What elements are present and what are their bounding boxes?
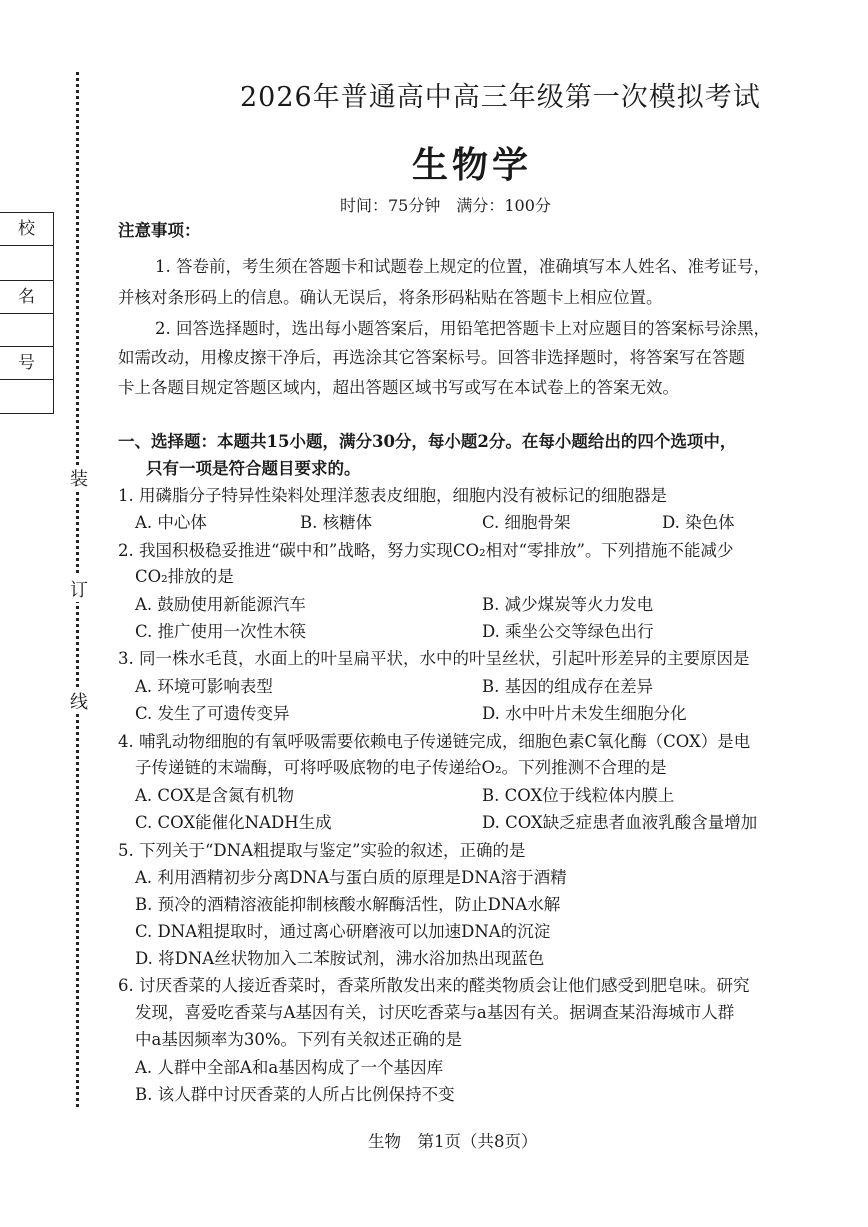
exam-time: 时间：75分钟 满分：100分 <box>340 196 551 215</box>
q2-option-c: C. 推广使用一次性木筷 <box>135 622 307 641</box>
blank-cell-3 <box>0 380 53 413</box>
q2-option-a: A. 鼓励使用新能源汽车 <box>135 595 306 614</box>
q6-stem-line3: 中a基因频率为30%。下列有关叙述正确的是 <box>135 1030 463 1049</box>
q2-stem-line2: CO₂排放的是 <box>135 567 234 586</box>
q6-stem-line2: 发现，喜爱吃香菜与A基因有关，讨厌吃香菜与a基因有关。据调查某沿海城市人群 <box>135 1003 735 1022</box>
notice-p2-line2: 如需改动，用橡皮擦干净后，再选涂其它答案标号。回答非选择题时，将答案写在答题 <box>118 348 745 367</box>
q3-option-d: D. 水中叶片未发生细胞分化 <box>482 704 687 723</box>
q1-option-a: A. 中心体 <box>135 513 207 532</box>
school-cell: 校 <box>0 213 53 246</box>
notice-p2-line1: 2. 回答选择题时，选出每小题答案后，用铅笔把答题卡上对应题目的答案标号涂黑， <box>155 319 770 338</box>
binding-char-ding: 订 <box>70 576 88 602</box>
q4-stem-line1: 4. 哺乳动物细胞的有氧呼吸需要依赖电子传递链完成，细胞色素C氧化酶（COX）是电 <box>118 732 751 751</box>
q1-option-b: B. 核糖体 <box>300 513 373 532</box>
binding-char-xian: 线 <box>70 688 88 714</box>
q1-option-c: C. 细胞骨架 <box>482 513 571 532</box>
q4-option-b: B. COX位于线粒体内膜上 <box>482 786 675 805</box>
q6-option-b: B. 该人群中讨厌香菜的人所占比例保持不变 <box>135 1085 455 1104</box>
q2-option-d: D. 乘坐公交等绿色出行 <box>482 622 654 641</box>
q4-option-d: D. COX缺乏症患者血液乳酸含量增加 <box>482 813 758 832</box>
q5-option-a: A. 利用酒精初步分离DNA与蛋白质的原理是DNA溶于酒精 <box>135 868 567 887</box>
q6-option-a: A. 人群中全部A和a基因构成了一个基因库 <box>135 1058 444 1077</box>
q3-option-b: B. 基因的组成存在差异 <box>482 677 654 696</box>
q2-stem-line1: 2. 我国积极稳妥推进“碳中和”战略，努力实现CO₂相对“零排放”。下列措施不能减少 <box>118 541 734 560</box>
q1-stem: 1. 用磷脂分子特异性染料处理洋葱表皮细胞，细胞内没有被标记的细胞器是 <box>118 486 667 505</box>
q5-stem: 5. 下列关于“DNA粗提取与鉴定”实验的叙述，正确的是 <box>118 841 526 860</box>
q3-option-c: C. 发生了可遗传变异 <box>135 704 290 723</box>
q2-option-b: B. 减少煤炭等火力发电 <box>482 595 654 614</box>
q1-option-d: D. 染色体 <box>662 513 735 532</box>
exam-title: 2026年普通高中高三年级第一次模拟考试 <box>240 82 761 113</box>
notice-p1-line1: 1. 答卷前，考生须在答题卡和试题卷上规定的位置，准确填写本人姓名、准考证号， <box>155 257 770 276</box>
q6-stem-line1: 6. 讨厌香菜的人接近香菜时，香菜所散发出来的醛类物质会让他们感受到肥皂味。研究 <box>118 976 750 995</box>
q4-option-c: C. COX能催化NADH生成 <box>135 813 332 832</box>
section1-heading-line2: 只有一项是符合题目要求的。 <box>146 459 361 478</box>
q4-option-a: A. COX是含氮有机物 <box>135 786 295 805</box>
blank-cell-2 <box>0 314 53 347</box>
binding-char-zhuang: 装 <box>70 465 88 491</box>
section1-heading-line1: 一、选择题：本题共15小题，满分30分，每小题2分。在每小题给出的四个选项中， <box>118 432 737 451</box>
notice-p2-line3: 卡上各题目规定答题区域内，超出答题区域书写或写在本试卷上的答案无效。 <box>118 378 679 397</box>
number-cell: 号 <box>0 347 53 380</box>
q5-option-b: B. 预冷的酒精溶液能抑制核酸水解酶活性，防止DNA水解 <box>135 895 561 914</box>
q3-option-a: A. 环境可影响表型 <box>135 677 273 696</box>
q5-option-d: D. 将DNA丝状物加入二苯胺试剂，沸水浴加热出现蓝色 <box>135 949 545 968</box>
q5-option-c: C. DNA粗提取时，通过离心研磨液可以加速DNA的沉淀 <box>135 922 551 941</box>
notice-heading: 注意事项： <box>118 221 201 240</box>
q3-stem: 3. 同一株水毛茛，水面上的叶呈扁平状，水中的叶呈丝状，引起叶形差异的主要原因是 <box>118 649 750 668</box>
notice-p1-line2: 并核对条形码上的信息。确认无误后，将条形码粘贴在答题卡上相应位置。 <box>118 288 663 307</box>
subject-title: 生物学 <box>412 144 533 186</box>
page-footer: 生物 第1页（共8页） <box>368 1132 538 1151</box>
q4-stem-line2: 子传递链的末端酶，可将呼吸底物的电子传递给O₂。下列推测不合理的是 <box>135 758 667 777</box>
blank-cell-1 <box>0 246 53 281</box>
name-cell: 名 <box>0 281 53 314</box>
student-info-box <box>0 212 54 414</box>
